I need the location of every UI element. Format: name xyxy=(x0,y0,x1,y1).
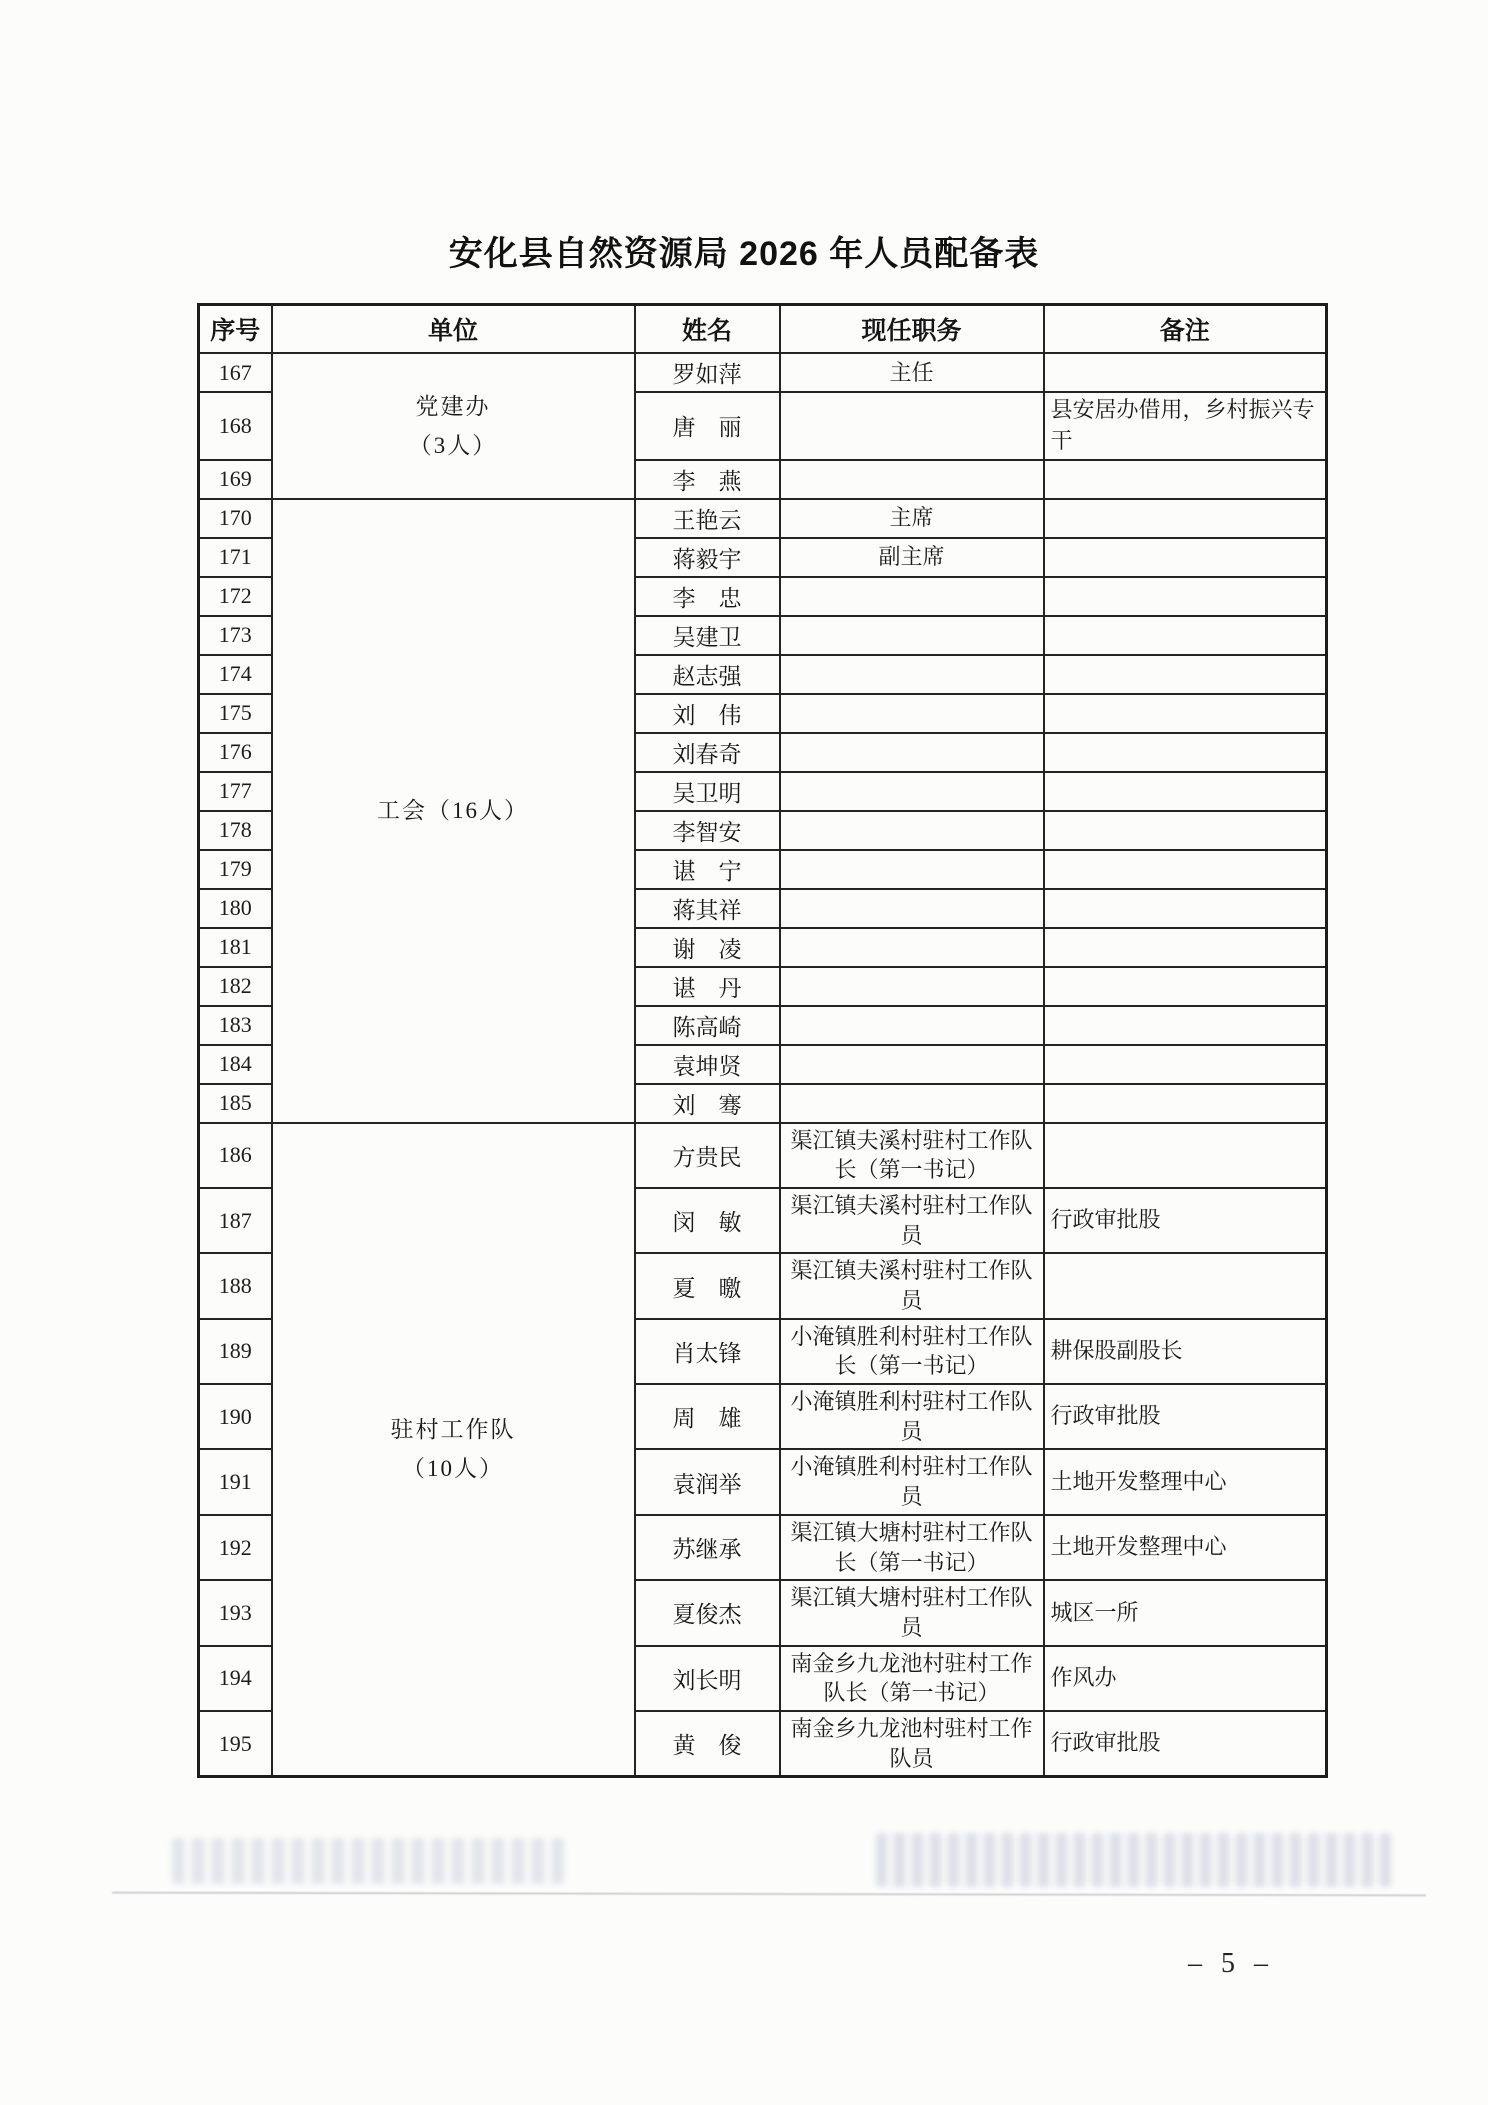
cell-position: 小淹镇胜利村驻村工作队长（第一书记） xyxy=(780,1319,1044,1384)
cell-serial: 193 xyxy=(199,1580,272,1645)
column-header-remark: 备注 xyxy=(1044,305,1327,354)
cell-name: 刘 伟 xyxy=(635,694,780,733)
cell-name: 夏俊杰 xyxy=(635,1580,780,1645)
cell-remark: 耕保股副股长 xyxy=(1044,1319,1327,1384)
cell-remark: 城区一所 xyxy=(1044,1580,1327,1645)
cell-remark xyxy=(1044,460,1327,499)
cell-serial: 191 xyxy=(199,1449,272,1514)
unit-line: （3人） xyxy=(408,432,498,458)
cell-position xyxy=(780,811,1044,850)
cell-serial: 171 xyxy=(199,538,272,577)
cell-name: 吴建卫 xyxy=(635,616,780,655)
unit-line: 驻村工作队 xyxy=(390,1417,516,1443)
cell-name: 刘春奇 xyxy=(635,733,780,772)
cell-remark: 土地开发整理中心 xyxy=(1044,1515,1327,1580)
cell-position xyxy=(780,694,1044,733)
cell-name: 唐 丽 xyxy=(635,392,780,460)
cell-serial: 168 xyxy=(199,392,272,460)
cell-name: 方贵民 xyxy=(635,1123,780,1188)
unit-line: 工会（16人） xyxy=(377,798,529,824)
table-row xyxy=(199,353,1327,392)
cell-position: 南金乡九龙池村驻村工作队长（第一书记） xyxy=(780,1646,1044,1711)
cell-name: 蒋其祥 xyxy=(635,889,780,928)
cell-position xyxy=(780,850,1044,889)
cell-position xyxy=(780,1084,1044,1123)
cell-unit xyxy=(272,353,635,499)
cell-remark xyxy=(1044,499,1327,538)
bleed-through-artifact xyxy=(876,1833,1392,1887)
cell-position xyxy=(780,460,1044,499)
cell-name: 黄 俊 xyxy=(635,1711,780,1777)
column-header-position: 现任职务 xyxy=(780,305,1044,354)
cell-serial: 177 xyxy=(199,772,272,811)
cell-serial: 187 xyxy=(199,1188,272,1253)
cell-serial: 190 xyxy=(199,1384,272,1449)
table-row xyxy=(199,499,1327,538)
cell-position: 主席 xyxy=(780,499,1044,538)
cell-remark: 县安居办借用，乡村振兴专干 xyxy=(1044,392,1327,460)
column-header-serial: 序号 xyxy=(199,305,272,354)
header-row xyxy=(199,305,1327,354)
cell-remark xyxy=(1044,694,1327,733)
cell-remark xyxy=(1044,1045,1327,1084)
cell-name: 袁坤贤 xyxy=(635,1045,780,1084)
cell-remark xyxy=(1044,733,1327,772)
cell-position: 副主席 xyxy=(780,538,1044,577)
bleed-through-line xyxy=(112,1892,1426,1897)
cell-serial: 195 xyxy=(199,1711,272,1777)
cell-remark: 行政审批股 xyxy=(1044,1384,1327,1449)
cell-serial: 184 xyxy=(199,1045,272,1084)
cell-serial: 178 xyxy=(199,811,272,850)
cell-position xyxy=(780,967,1044,1006)
cell-position xyxy=(780,577,1044,616)
cell-position xyxy=(780,392,1044,460)
cell-remark xyxy=(1044,655,1327,694)
cell-position: 渠江镇夫溪村驻村工作队长（第一书记） xyxy=(780,1123,1044,1188)
cell-serial: 181 xyxy=(199,928,272,967)
cell-serial: 174 xyxy=(199,655,272,694)
cell-serial: 185 xyxy=(199,1084,272,1123)
cell-name: 苏继承 xyxy=(635,1515,780,1580)
cell-name: 赵志强 xyxy=(635,655,780,694)
bleed-through-artifact xyxy=(172,1838,564,1884)
column-header-unit: 单位 xyxy=(272,305,635,354)
cell-name: 闵 敏 xyxy=(635,1188,780,1253)
cell-remark xyxy=(1044,928,1327,967)
cell-remark: 行政审批股 xyxy=(1044,1188,1327,1253)
cell-name: 蒋毅宇 xyxy=(635,538,780,577)
cell-remark xyxy=(1044,967,1327,1006)
cell-serial: 175 xyxy=(199,694,272,733)
cell-serial: 173 xyxy=(199,616,272,655)
cell-position xyxy=(780,889,1044,928)
unit-line: （10人） xyxy=(402,1456,504,1482)
cell-position xyxy=(780,1006,1044,1045)
cell-remark xyxy=(1044,850,1327,889)
cell-position xyxy=(780,772,1044,811)
cell-serial: 180 xyxy=(199,889,272,928)
cell-serial: 169 xyxy=(199,460,272,499)
cell-position: 渠江镇夫溪村驻村工作队员 xyxy=(780,1253,1044,1318)
cell-remark xyxy=(1044,538,1327,577)
cell-name: 肖太锋 xyxy=(635,1319,780,1384)
cell-remark: 行政审批股 xyxy=(1044,1711,1327,1777)
cell-name: 刘 骞 xyxy=(635,1084,780,1123)
cell-serial: 179 xyxy=(199,850,272,889)
cell-serial: 194 xyxy=(199,1646,272,1711)
cell-serial: 182 xyxy=(199,967,272,1006)
cell-name: 王艳云 xyxy=(635,499,780,538)
cell-name: 吴卫明 xyxy=(635,772,780,811)
cell-position xyxy=(780,928,1044,967)
cell-name: 袁润举 xyxy=(635,1449,780,1514)
cell-name: 谢 凌 xyxy=(635,928,780,967)
cell-name: 陈高崎 xyxy=(635,1006,780,1045)
cell-serial: 188 xyxy=(199,1253,272,1318)
unit-line: 党建办 xyxy=(415,393,491,419)
cell-name: 谌 宁 xyxy=(635,850,780,889)
cell-serial: 186 xyxy=(199,1123,272,1188)
personnel-table xyxy=(197,303,1328,1778)
cell-unit xyxy=(272,1123,635,1777)
cell-serial: 183 xyxy=(199,1006,272,1045)
cell-serial: 189 xyxy=(199,1319,272,1384)
cell-serial: 192 xyxy=(199,1515,272,1580)
cell-remark xyxy=(1044,889,1327,928)
cell-remark xyxy=(1044,1253,1327,1318)
cell-unit xyxy=(272,499,635,1123)
table-row xyxy=(199,1123,1327,1188)
cell-position: 渠江镇大塘村驻村工作队员 xyxy=(780,1580,1044,1645)
cell-remark xyxy=(1044,1084,1327,1123)
cell-position xyxy=(780,733,1044,772)
page-number: – 5 – xyxy=(1188,1948,1274,1979)
cell-serial: 176 xyxy=(199,733,272,772)
cell-name: 罗如萍 xyxy=(635,353,780,392)
cell-position: 渠江镇大塘村驻村工作队长（第一书记） xyxy=(780,1515,1044,1580)
column-header-name: 姓名 xyxy=(635,305,780,354)
cell-name: 刘长明 xyxy=(635,1646,780,1711)
cell-remark xyxy=(1044,577,1327,616)
cell-position: 渠江镇夫溪村驻村工作队员 xyxy=(780,1188,1044,1253)
cell-position xyxy=(780,616,1044,655)
cell-remark xyxy=(1044,1006,1327,1045)
cell-name: 谌 丹 xyxy=(635,967,780,1006)
cell-position: 南金乡九龙池村驻村工作队员 xyxy=(780,1711,1044,1777)
cell-position: 小淹镇胜利村驻村工作队员 xyxy=(780,1449,1044,1514)
cell-remark: 土地开发整理中心 xyxy=(1044,1449,1327,1514)
cell-serial: 170 xyxy=(199,499,272,538)
cell-remark xyxy=(1044,1123,1327,1188)
cell-remark xyxy=(1044,772,1327,811)
cell-remark: 作风办 xyxy=(1044,1646,1327,1711)
cell-position xyxy=(780,655,1044,694)
cell-name: 夏 曒 xyxy=(635,1253,780,1318)
cell-position: 主任 xyxy=(780,353,1044,392)
cell-name: 李 燕 xyxy=(635,460,780,499)
cell-serial: 167 xyxy=(199,353,272,392)
cell-remark xyxy=(1044,811,1327,850)
cell-remark xyxy=(1044,616,1327,655)
cell-name: 李智安 xyxy=(635,811,780,850)
cell-serial: 172 xyxy=(199,577,272,616)
cell-position xyxy=(780,1045,1044,1084)
cell-remark xyxy=(1044,353,1327,392)
page-title: 安化县自然资源局 2026 年人员配备表 xyxy=(448,235,1040,273)
cell-position: 小淹镇胜利村驻村工作队员 xyxy=(780,1384,1044,1449)
cell-name: 李 忠 xyxy=(635,577,780,616)
cell-name: 周 雄 xyxy=(635,1384,780,1449)
